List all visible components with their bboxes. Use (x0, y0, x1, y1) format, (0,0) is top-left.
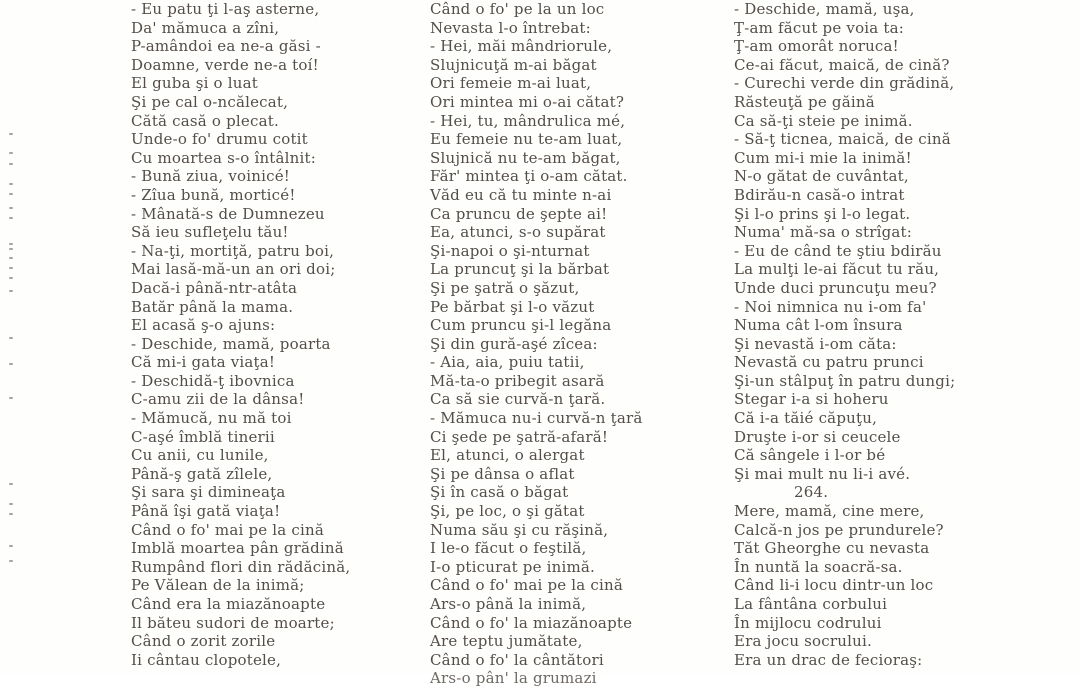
verse-line: Imblă moartea pân grădină (131, 539, 344, 558)
verse-line: Dacă-i până-ntr-atâta (131, 278, 298, 297)
verse-line: El guba şi o luat (131, 74, 258, 93)
scan-artifact-mark (9, 267, 13, 269)
verse-line: Numa său şi cu răşină, (430, 520, 609, 539)
verse-line: - Mămucă, nu mă toi (131, 409, 292, 428)
verse-line: Ca să-ţi steie pe inimă. (734, 111, 913, 130)
verse-line: Doamne, verde ne-a toí! (131, 55, 319, 74)
verse-line: Ca să sie curvă-n ţară. (430, 390, 606, 409)
verse-line: - Deschidă-ţ ibovnica (131, 371, 295, 390)
verse-line: Când o fo' la cântători (430, 650, 604, 669)
verse-line: Că i-a tăié căpuţu, (734, 409, 878, 428)
verse-line: Când li-i locu dintr-un loc (734, 576, 934, 595)
verse-line: - Curechi verde din grădină, (734, 74, 955, 93)
verse-line: Ci şede pe şatră-afară! (430, 427, 609, 446)
verse-line: Şi în casă o băgat (430, 483, 569, 502)
scan-artifact-mark (9, 183, 13, 185)
verse-line: - Bună ziua, voinicé! (131, 167, 290, 186)
verse-line: I-o pticurat pe inimă. (430, 557, 596, 576)
verse-line: Când o fo' pe la un loc (430, 0, 605, 18)
verse-column-middle (430, 0, 643, 688)
verse-line: - Deschide, mamă, poarta (131, 334, 331, 353)
verse-line: - Să-ţ ticnea, maică, de cină (734, 130, 951, 149)
scan-artifact-mark (9, 337, 13, 339)
verse-line: La pruncuţ şi la bărbat (430, 260, 610, 279)
verse-line: Da' mămuca a zîni, (131, 18, 280, 37)
verse-line: Şi pe şatră o şăzut, (430, 278, 580, 297)
verse-line: În nuntă la soacră-sa. (734, 557, 903, 576)
verse-column-left (131, 0, 350, 669)
verse-line: Era jocu socrului. (734, 632, 872, 651)
verse-line: Cătă casă o plecat. (131, 111, 279, 130)
verse-line: Şi din gură-aşé zîcea: (430, 334, 598, 353)
verse-line: - Aia, aia, puiu tatii, (430, 353, 585, 372)
verse-line-partial: Ars-o pân' la grumazi (430, 669, 597, 688)
verse-line: Răsteuţă pe găină (734, 92, 875, 111)
verse-line: Mere, mamă, cine mere, (734, 502, 925, 521)
verse-line: Mai lasă-mă-un an ori doi; (131, 260, 336, 279)
verse-line: Slujnicuţă m-ai băgat (430, 55, 597, 74)
verse-line: I le-o făcut o feştilă, (430, 539, 587, 558)
verse-line: Ea, atunci, s-o supărat (430, 223, 606, 242)
verse-line: Când o fo' la miazănoapte (430, 613, 633, 632)
verse-line: P-amândoi ea ne-a găsi - (131, 37, 321, 56)
verse-line: - Hei, tu, mândrulica mé, (430, 111, 626, 130)
verse-line: Să ieu sufleţelu tău! (131, 223, 289, 242)
scan-artifact-mark (9, 163, 13, 165)
verse-line: Ars-o până la inimă, (430, 595, 587, 613)
verse-line: Cum mi-i mie la inimă! (734, 148, 912, 167)
verse-line: Numa cât l-om însura (734, 316, 903, 335)
scan-artifact-mark (9, 133, 13, 135)
scan-artifact-mark (9, 152, 13, 154)
scan-artifact-mark (9, 277, 13, 279)
verse-line: Ori mintea mi o-ai cătat? (430, 92, 625, 111)
verse-line: Când era la miazănoapte (131, 595, 326, 613)
verse-line: - Mămuca nu-i curvă-n ţară (430, 409, 643, 428)
verse-line: C-amu zii de la dânsa! (131, 390, 305, 409)
verse-line: Făr' mintea ţi o-am cătat. (430, 167, 628, 186)
scan-artifact-mark (9, 363, 13, 365)
verse-line: - Noi nimnica nu i-om fa' (734, 297, 927, 316)
verse-line: Până-ş gată zîlele, (131, 464, 273, 483)
verse-line: Ce-ai făcut, maică, de cină? (734, 55, 950, 74)
scan-artifact-mark (9, 248, 13, 250)
verse-line: Numa' mă-sa o strîgat: (734, 223, 913, 242)
scan-artifact-mark (9, 545, 13, 547)
scan-artifact-mark (9, 513, 13, 515)
verse-line: Ţ-am făcut pe voia ta: (734, 18, 905, 37)
verse-line: Şi mai mult nu li-i avé. (734, 464, 911, 483)
verse-line: Şi l-o prins şi l-o legat. (734, 204, 911, 223)
verse-line: Stegar i-a si hoheru (734, 390, 889, 409)
verse-line: - Mânată-s de Dumnezeu (131, 204, 325, 223)
verse-line: Cu moartea s-o întâlnit: (131, 148, 317, 167)
verse-line: Ca pruncu de şepte ai! (430, 204, 608, 223)
verse-line: Când o zorit zorile (131, 632, 276, 651)
verse-line: N-o gătat de cuvântat, (734, 167, 909, 186)
verse-line: În mijlocu codrului (734, 613, 882, 632)
verse-line: Batăr până la mama. (131, 297, 294, 316)
verse-column-right (734, 0, 955, 669)
verse-line: Rumpând flori din rădăcină, (131, 557, 351, 576)
verse-line: Când o fo' mai pe la cină (131, 520, 325, 539)
verse-line: Eu femeie nu te-am luat, (430, 130, 623, 149)
verse-line: Mă-ta-o pribegit asară (430, 371, 605, 390)
verse-line: Şi pe dânsa o aflat (430, 464, 575, 483)
verse-line: Era un drac de fecioraş: (734, 650, 923, 669)
verse-column-right-bottom-lines (734, 502, 955, 669)
verse-line: Până îşi gată viaţa! (131, 502, 281, 521)
scan-artifact-mark (9, 257, 13, 259)
verse-line: Druşte i-or si ceucele (734, 427, 901, 446)
verse-line: Şi-un stâlpuţ în patru dungi; (734, 371, 956, 390)
verse-column-middle-lines (430, 0, 643, 669)
verse-line: Cu anii, cu lunile, (131, 446, 269, 465)
verse-line: Nevasta l-o întrebat: (430, 18, 591, 37)
verse-line: Văd eu că tu minte n-ai (430, 185, 612, 204)
verse-line: Unde-o fo' drumu cotit (131, 130, 308, 149)
verse-line: Şi pe cal o-ncălecat, (131, 92, 289, 111)
verse-line: Şi nevastă i-om căta: (734, 334, 897, 353)
verse-line: Pe bărbat şi l-o văzut (430, 297, 595, 316)
verse-line: - Zîua bună, morticé! (131, 185, 296, 204)
scan-artifact-mark (9, 217, 13, 219)
verse-line: C-aşé îmblă tinerii (131, 427, 275, 446)
verse-line: La fântâna corbului (734, 595, 888, 613)
scan-artifact-mark (9, 560, 13, 562)
verse-line: - Eu patu ţi l-aş asterne, (131, 0, 320, 18)
verse-line: Pe Vălean de la inimă; (131, 576, 305, 595)
verse-line: Il băteu sudori de moarte; (131, 613, 335, 632)
scan-artifact-mark (9, 193, 13, 195)
verse-line: - Na-ţi, mortiţă, patru boi, (131, 241, 335, 260)
scan-artifact-mark (9, 243, 13, 245)
scan-artifact-mark (9, 207, 13, 209)
verse-line: Şi, pe loc, o şi gătat (430, 502, 585, 521)
verse-line: Ţ-am omorât noruca! (734, 37, 899, 56)
verse-line: Că mi-i gata viaţa! (131, 353, 276, 372)
verse-line: Ori femeie m-ai luat, (430, 74, 592, 93)
scan-artifact-mark (9, 503, 13, 505)
verse-line: El acasă ş-o ajuns: (131, 316, 276, 335)
verse-line: Tăt Gheorghe cu nevasta (734, 539, 930, 558)
verse-line: - Deschide, mamă, uşa, (734, 0, 915, 18)
verse-line: Calcă-n jos pe prundurele? (734, 520, 944, 539)
verse-column-right-top-lines (734, 0, 955, 483)
scan-artifact-mark (9, 483, 13, 485)
verse-line: La mulţi le-ai făcut tu rău, (734, 260, 940, 279)
verse-line: Ii cântau clopotele, (131, 650, 282, 669)
verse-line: Bdirău-n casă-o intrat (734, 185, 905, 204)
verse-line: - Eu de când te ştiu bdirău (734, 241, 942, 260)
verse-line: Unde duci pruncuţu meu? (734, 278, 937, 297)
verse-line: Cum pruncu şi-l legăna (430, 316, 612, 335)
verse-line: Că sângele i l-or bé (734, 446, 886, 465)
scan-artifact-mark (9, 290, 13, 292)
verse-line: Când o fo' mai pe la cină (430, 576, 624, 595)
verse-line: Nevastă cu patru prunci (734, 353, 924, 372)
verse-line: El, atunci, o alergat (430, 446, 585, 465)
verse-line: Are teptu jumătate, (430, 632, 583, 651)
verse-line: Şi-napoi o şi-nturnat (430, 241, 590, 260)
song-number-heading: 264. (794, 483, 829, 502)
verse-line: Şi sara şi dimineaţa (131, 483, 286, 502)
verse-line: - Hei, măi mândriorule, (430, 37, 613, 56)
scan-artifact-mark (9, 397, 13, 399)
verse-line: Slujnică nu te-am băgat, (430, 148, 621, 167)
